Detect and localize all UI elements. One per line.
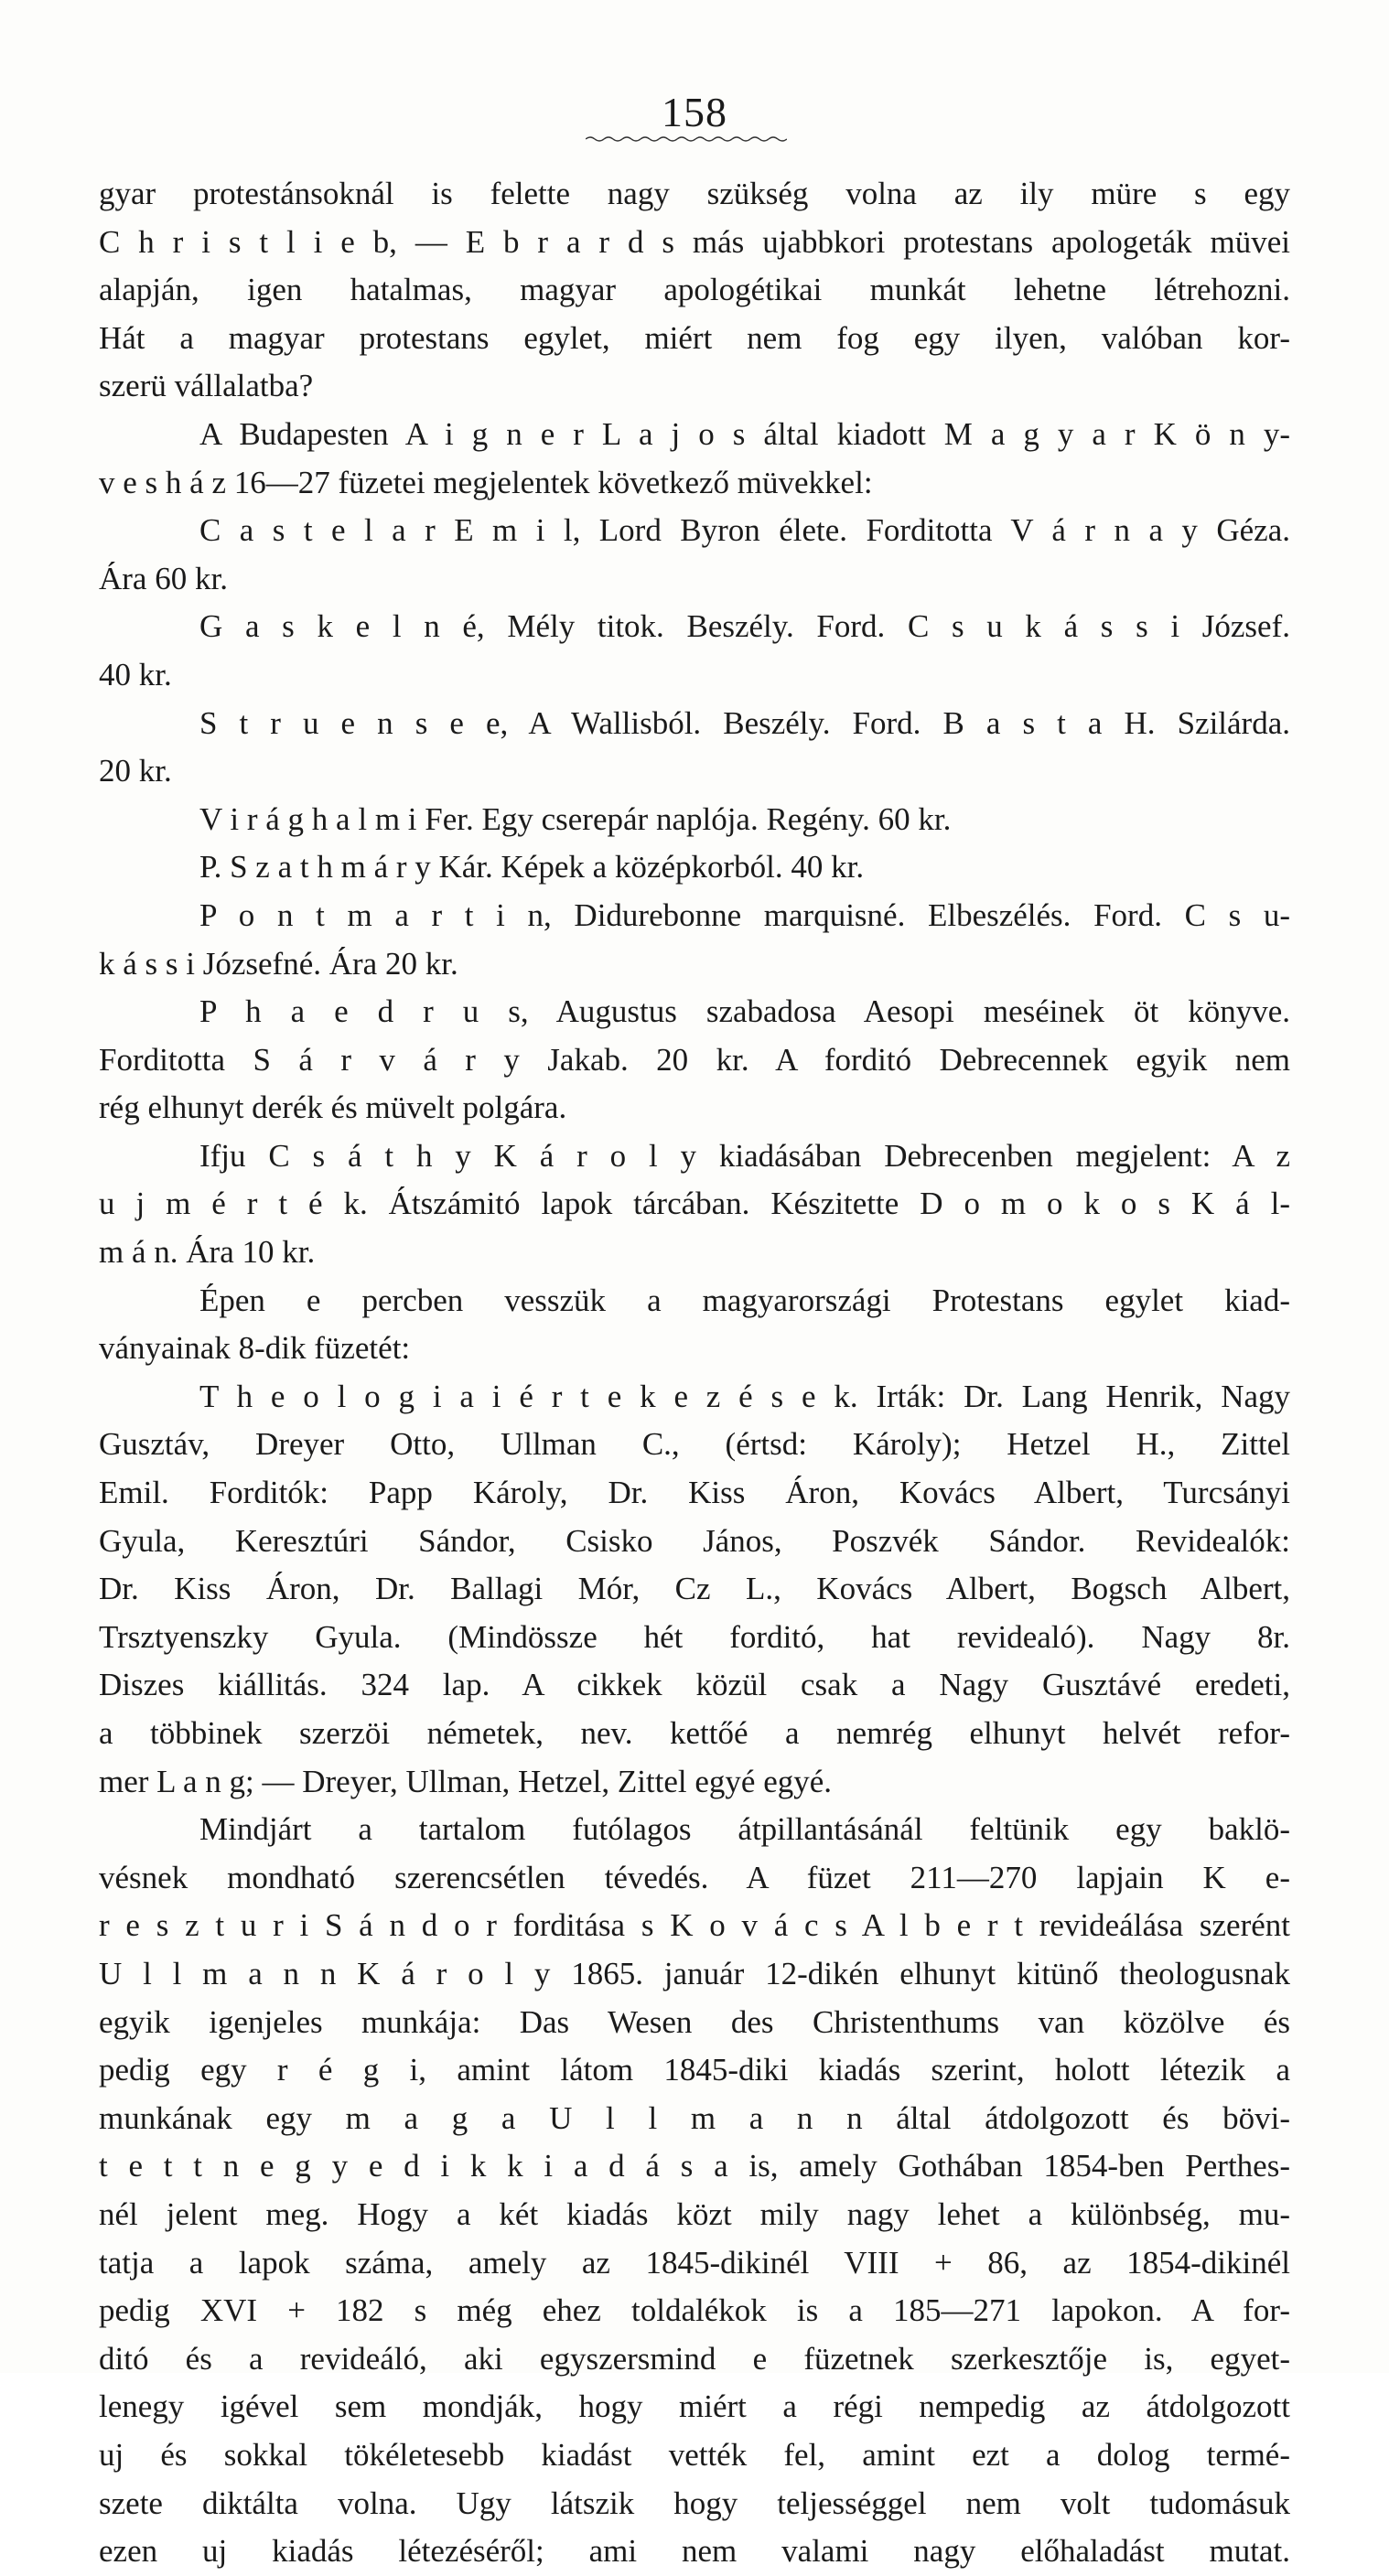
text-line: V i r á g h a l m i Fer. Egy cserepár naplója. Regény. 60 kr. bbox=[199, 800, 952, 837]
text-line: A Budapesten A i g n e r L a j o s által kiadott M a g y a r K ö n y- bbox=[199, 415, 1290, 452]
text-line: egyik igenjeles munkája: Das Wesen des Christenthums van közölve és bbox=[99, 2003, 1290, 2040]
text-line: P o n t m a r t i n, Didurebonne marquisné. Elbeszélés. Ford. C s u- bbox=[199, 896, 1290, 933]
text-line: k á s s i Józsefné. Ára 20 kr. bbox=[99, 945, 458, 982]
text-line: m á n. Ára 10 kr. bbox=[99, 1234, 316, 1271]
text-line: pedig egy r é g i, amint látom 1845-diki kiadás szerint, holott létezik a bbox=[99, 2052, 1290, 2088]
text-line: Épen e percben vesszük a magyarországi Protestans egylet kiad- bbox=[199, 1282, 1290, 1318]
text-line: a többinek szerzöi németek, nev. kettőé a nemrég elhunyt helvét refor- bbox=[99, 1715, 1290, 1751]
text-line: uj és sokkal tökéletesebb kiadást vették fel, amint ezt a dolog termé- bbox=[99, 2436, 1290, 2473]
text-line: 20 kr. bbox=[99, 753, 172, 789]
text-line: Hát a magyar protestans egylet, miért nem fog egy ilyen, valóban kor- bbox=[99, 319, 1290, 356]
text-line: u j m é r t é k. Átszámitó lapok tárcában. Készitette D o m o k o s K á l- bbox=[99, 1186, 1290, 1222]
text-line: r e s z t u r i S á n d o r forditása s K o v á c s A l b e r t revideálása szerént bbox=[99, 1907, 1290, 1944]
text-line: nél jelent meg. Hogy a két kiadás közt mily nagy lehet a különbség, mu- bbox=[99, 2195, 1290, 2232]
text-line: szerü vállalatba? bbox=[99, 368, 314, 404]
text-line: Gusztáv, Dreyer Otto, Ullman C., (értsd: Károly); Hetzel H., Zittel bbox=[99, 1426, 1290, 1463]
text-line: Ára 60 kr. bbox=[99, 560, 228, 596]
text-line: P. S z a t h m á r y Kár. Képek a középkorból. 40 kr. bbox=[199, 849, 865, 886]
body-text bbox=[99, 170, 1290, 2576]
text-line: Trsztyenszky Gyula. (Mindössze hét forditó, hat revidealó). Nagy 8r. bbox=[99, 1618, 1290, 1655]
text-line: Mindjárt a tartalom futólagos átpillantásánál feltünik egy baklö- bbox=[199, 1811, 1290, 1848]
text-line: C h r i s t l i e b, — E b r a r d s más ujabbkori protestans apologeták müvei bbox=[99, 223, 1290, 260]
text-line: ványainak 8-dik füzetét: bbox=[99, 1330, 411, 1367]
text-line: Forditotta S á r v á r y Jakab. 20 kr. A forditó Debrecennek egyik nem bbox=[99, 1041, 1290, 1078]
text-line: C a s t e l a r E m i l, Lord Byron élete. Forditotta V á r n a y Géza. bbox=[199, 512, 1290, 549]
text-line: Dr. Kiss Áron, Dr. Ballagi Mór, Cz L., Kovács Albert, Bogsch Albert, bbox=[99, 1571, 1290, 1607]
text-line: t e t t n e g y e d i k k i a d á s a is, amely Gothában 1854-ben Perthes- bbox=[99, 2148, 1290, 2184]
text-line: S t r u e n s e e, A Wallisból. Beszély. Ford. B a s t a H. Szilárda. bbox=[199, 704, 1290, 741]
text-line: Emil. Forditók: Papp Károly, Dr. Kiss Áron, Kovács Albert, Turcsányi bbox=[99, 1475, 1290, 1511]
text-line: lenegy igével sem mondják, hogy miért a régi nempedig az átdolgozott bbox=[99, 2388, 1290, 2425]
text-line: ditó és a revideáló, aki egyszersmind e füzetnek szerkesztője is, egyet- bbox=[99, 2340, 1290, 2377]
text-line: szete diktálta volna. Ugy látszik hogy teljességgel nem volt tudomásuk bbox=[99, 2485, 1290, 2521]
text-line: U l l m a n n K á r o l y 1865. január 12-dikén elhunyt kitünő theologusnak bbox=[99, 1955, 1290, 1991]
text-line: rég elhunyt derék és müvelt polgára. bbox=[99, 1089, 567, 1126]
text-line: pedig XVI + 182 s még ehez toldalékok is a 185—271 lapokon. A for- bbox=[99, 2292, 1290, 2329]
text-line: munkának egy m a g a U l l m a n n által átdolgozott és bövi- bbox=[99, 2099, 1290, 2136]
text-line: ezen uj kiadás létezéséről; ami nem valami nagy előhaladást mutat. bbox=[99, 2533, 1290, 2570]
text-line: tatja a lapok száma, amely az 1845-dikinél VIII + 86, az 1854-dikinél bbox=[99, 2244, 1290, 2281]
text-line: Gyula, Keresztúri Sándor, Csisko János, Poszvék Sándor. Revidealók: bbox=[99, 1522, 1290, 1559]
text-line: alapján, igen hatalmas, magyar apologétikai munkát lehetne létrehozni. bbox=[99, 272, 1290, 308]
text-line: T h e o l o g i a i é r t e k e z é s e k. Irták: Dr. Lang Henrik, Nagy bbox=[199, 1378, 1290, 1414]
text-line: 40 kr. bbox=[99, 656, 172, 692]
text-line: Diszes kiállitás. 324 lap. A cikkek közül csak a Nagy Gusztávé eredeti, bbox=[99, 1667, 1290, 1703]
text-line: G a s k e l n é, Mély titok. Beszély. Ford. C s u k á s s i József. bbox=[199, 608, 1290, 645]
text-line: mer L a n g; — Dreyer, Ullman, Hetzel, Zittel egyé egyé. bbox=[99, 1763, 833, 1799]
text-line: vésnek mondható szerencsétlen tévedés. A füzet 211—270 lapjain K e- bbox=[99, 1859, 1290, 1895]
wavy-rule-ornament bbox=[586, 135, 787, 143]
page-number: 158 bbox=[662, 89, 727, 135]
text-line: P h a e d r u s, Augustus szabadosa Aesopi meséinek öt könyve. bbox=[199, 993, 1290, 1030]
text-line: gyar protestánsoknál is felette nagy szükség volna az ily müre s egy bbox=[99, 176, 1290, 211]
text-line: Ifju C s á t h y K á r o l y kiadásában Debrecenben megjelent: A z bbox=[199, 1137, 1290, 1174]
text-line: v e s h á z 16—27 füzetei megjelentek következő müvekkel: bbox=[99, 464, 873, 500]
